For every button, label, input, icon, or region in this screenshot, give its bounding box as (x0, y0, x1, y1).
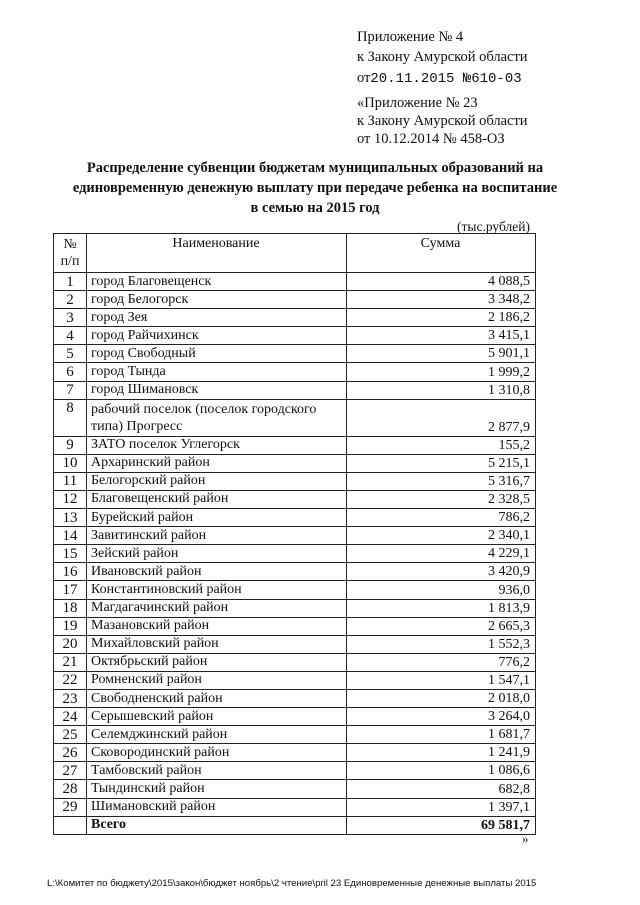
table-row (54, 472, 536, 490)
row-sum: 1 999,2 (347, 363, 536, 381)
file-path-footer: L:\Комитет по бюджету\2015\закон\бюджет ноябрь\2 чтение\pril 23 Единовременные денежные выплаты 2015 (47, 878, 537, 889)
row-sum: 4 229,1 (347, 545, 536, 563)
row-sum: 2 328,5 (347, 490, 536, 508)
row-number: 28 (54, 780, 87, 798)
title-line-1: Распределение субвенции бюджетам муниципальных образований на (86, 160, 544, 176)
table-row (54, 436, 536, 454)
table-row (54, 635, 536, 653)
table-row (54, 291, 536, 309)
document-title (40, 158, 590, 218)
row-number: 25 (54, 726, 87, 744)
row-sum: 1 397,1 (347, 798, 536, 816)
row-name: Белогорский район (87, 472, 347, 490)
row-name: город Свободный (87, 345, 347, 363)
table-row (54, 599, 536, 617)
row-number: 29 (54, 798, 87, 816)
table-header-row (54, 234, 536, 273)
row-sum: 4 088,5 (347, 273, 536, 291)
row-sum: 2 340,1 (347, 527, 536, 545)
row-sum: 5 316,7 (347, 472, 536, 490)
row-sum: 2 018,0 (347, 689, 536, 707)
row-sum: 1 241,9 (347, 744, 536, 762)
original-law-date: от 10.12.2014 № 458-ОЗ (357, 131, 505, 147)
row-name: Завитинский район (87, 527, 347, 545)
law-date-line (357, 68, 522, 89)
row-number: 7 (54, 381, 87, 399)
header-sum: Сумма (347, 234, 536, 273)
row-number: 20 (54, 635, 87, 653)
table-row (54, 345, 536, 363)
row-sum: 2 877,9 (347, 399, 536, 436)
row-number: 4 (54, 327, 87, 345)
row-sum: 5 215,1 (347, 454, 536, 472)
header-number-line1: № (63, 237, 77, 252)
row-number: 26 (54, 744, 87, 762)
row-name: Шимановский район (87, 798, 347, 816)
table-row (54, 581, 536, 599)
row-number: 14 (54, 527, 87, 545)
law-date-handwritten: 20.11.2015 №610-03 (370, 71, 522, 87)
header-number (54, 234, 87, 273)
row-number: 22 (54, 671, 87, 689)
law-reference: к Закону Амурской области (357, 49, 528, 65)
row-sum: 682,8 (347, 780, 536, 798)
table-row (54, 399, 536, 436)
table-row (54, 689, 536, 707)
row-name: Мазановский район (87, 617, 347, 635)
row-name: город Белогорск (87, 291, 347, 309)
row-sum: 1 310,8 (347, 381, 536, 399)
table-row (54, 617, 536, 635)
table-row (54, 273, 536, 291)
row-sum: 3 420,9 (347, 563, 536, 581)
table-row (54, 798, 536, 816)
appendix-number: Приложение № 4 (357, 29, 464, 45)
row-sum: 1 681,7 (347, 726, 536, 744)
row-name: Тындинский район (87, 780, 347, 798)
table-row (54, 363, 536, 381)
row-name: Зейский район (87, 545, 347, 563)
table-row (54, 653, 536, 671)
row-number: 1 (54, 273, 87, 291)
row-sum: 936,0 (347, 581, 536, 599)
total-sum: 69 581,7 (347, 816, 536, 834)
row-sum: 3 348,2 (347, 291, 536, 309)
row-number: 24 (54, 708, 87, 726)
row-name: Константиновский район (87, 581, 347, 599)
table-row (54, 327, 536, 345)
row-name: Архаринский район (87, 454, 347, 472)
table-row (54, 762, 536, 780)
row-name: Сковородинский район (87, 744, 347, 762)
table-row (54, 381, 536, 399)
table-row (54, 708, 536, 726)
row-sum: 1 552,3 (347, 635, 536, 653)
row-number: 3 (54, 309, 87, 327)
table-row (54, 545, 536, 563)
row-number: 16 (54, 563, 87, 581)
table-row (54, 671, 536, 689)
row-number: 6 (54, 363, 87, 381)
row-number: 27 (54, 762, 87, 780)
units-label: (тыс.рублей) (457, 219, 530, 234)
row-name: Магдагачинский район (87, 599, 347, 617)
subsidy-table (53, 233, 536, 835)
row-name: город Тында (87, 363, 347, 381)
row-number: 19 (54, 617, 87, 635)
row-name: Благовещенский район (87, 490, 347, 508)
row-name: Ромненский район (87, 671, 347, 689)
table-row (54, 780, 536, 798)
row-sum: 5 901,1 (347, 345, 536, 363)
row-name: ЗАТО поселок Углегорск (87, 436, 347, 454)
original-law-reference: к Закону Амурской области (357, 113, 528, 129)
original-appendix-number: «Приложение № 23 (357, 95, 478, 111)
row-number: 18 (54, 599, 87, 617)
row-sum: 3 415,1 (347, 327, 536, 345)
total-number (54, 816, 87, 834)
row-name: город Шимановск (87, 381, 347, 399)
row-sum: 1 086,6 (347, 762, 536, 780)
table-row (54, 454, 536, 472)
title-line-2: единовременную денежную выплату при передаче ребенка на воспитание (72, 180, 558, 196)
table-row (54, 509, 536, 527)
closing-quote: » (522, 831, 529, 846)
row-name: Ивановский район (87, 563, 347, 581)
row-sum: 776,2 (347, 653, 536, 671)
row-sum: 1 547,1 (347, 671, 536, 689)
row-number: 21 (54, 653, 87, 671)
row-name: Серышевский район (87, 708, 347, 726)
table-body (54, 273, 536, 835)
table-row (54, 490, 536, 508)
row-name: Селемджинский район (87, 726, 347, 744)
row-number: 10 (54, 454, 87, 472)
row-sum: 786,2 (347, 509, 536, 527)
row-sum: 1 813,9 (347, 599, 536, 617)
row-sum: 2 665,3 (347, 617, 536, 635)
total-row (54, 816, 536, 834)
row-number: 2 (54, 291, 87, 309)
row-number: 15 (54, 545, 87, 563)
row-number: 9 (54, 436, 87, 454)
law-date-prefix: от (357, 70, 371, 86)
table-row (54, 726, 536, 744)
table-row (54, 563, 536, 581)
row-name: Тамбовский район (87, 762, 347, 780)
row-number: 8 (54, 399, 87, 436)
row-number: 5 (54, 345, 87, 363)
row-name: рабочий поселок (поселок городского типа) Прогресс (87, 399, 347, 436)
table-row (54, 744, 536, 762)
row-sum: 3 264,0 (347, 708, 536, 726)
row-sum: 155,2 (347, 436, 536, 454)
row-name: город Райчихинск (87, 327, 347, 345)
row-number: 17 (54, 581, 87, 599)
row-name: Свободненский район (87, 689, 347, 707)
row-name: Октябрьский район (87, 653, 347, 671)
header-name: Наименование (87, 234, 347, 273)
header-number-line2: п/п (60, 254, 80, 269)
row-name: город Благовещенск (87, 273, 347, 291)
total-label: Всего (87, 816, 347, 834)
row-number: 13 (54, 509, 87, 527)
row-number: 11 (54, 472, 87, 490)
row-sum: 2 186,2 (347, 309, 536, 327)
row-number: 12 (54, 490, 87, 508)
row-name: Бурейский район (87, 509, 347, 527)
title-line-3: в семью на 2015 год (250, 200, 380, 216)
table-row (54, 309, 536, 327)
row-name: Михайловский район (87, 635, 347, 653)
row-number: 23 (54, 689, 87, 707)
row-name: город Зея (87, 309, 347, 327)
table-row (54, 527, 536, 545)
